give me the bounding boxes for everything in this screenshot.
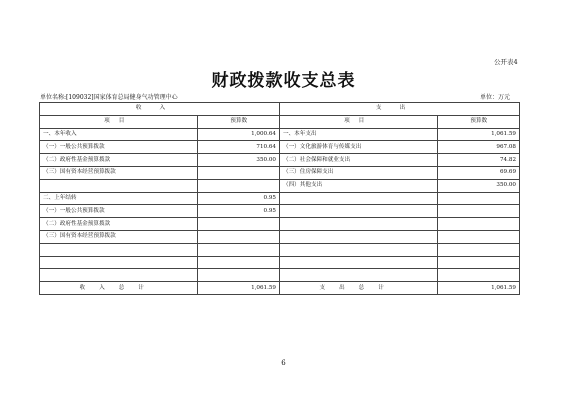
income-amount — [198, 269, 280, 282]
income-amount — [198, 218, 280, 231]
expenditure-item — [279, 192, 437, 205]
income-amount — [198, 243, 280, 256]
section-header-row — [40, 103, 520, 116]
table-row — [40, 128, 520, 141]
expenditure-amount — [438, 218, 520, 231]
table-row — [40, 256, 520, 269]
col-header-item: 项目 — [279, 115, 437, 128]
expenditure-amount — [438, 205, 520, 218]
income-amount — [198, 166, 280, 179]
expenditure-item: （四）其他支出 — [279, 179, 437, 192]
income-amount: 710.64 — [198, 141, 280, 154]
income-item: （二）政府性基金预算拨款 — [40, 218, 198, 231]
table-row — [40, 192, 520, 205]
column-header-row — [40, 115, 520, 128]
expenditure-amount: 69.69 — [438, 166, 520, 179]
expenditure-amount — [438, 230, 520, 243]
income-total-label: 收入总计 — [40, 282, 198, 295]
expenditure-amount — [438, 243, 520, 256]
expenditure-amount — [438, 269, 520, 282]
table-row — [40, 205, 520, 218]
table-row — [40, 243, 520, 256]
income-amount — [198, 230, 280, 243]
income-item: 二、上年结转 — [40, 192, 198, 205]
income-header: 收入 — [40, 103, 280, 116]
totals-row — [40, 282, 520, 295]
expenditure-item: （三）住房保障支出 — [279, 166, 437, 179]
expenditure-amount: 967.08 — [438, 141, 520, 154]
income-item — [40, 256, 198, 269]
income-amount: 350.00 — [198, 154, 280, 167]
income-item — [40, 179, 198, 192]
expenditure-total-label: 支出总计 — [279, 282, 437, 295]
unit-label: 单位：万元 — [480, 94, 511, 101]
expenditure-item: （一）文化旅游体育与传媒支出 — [279, 141, 437, 154]
table-row — [40, 154, 520, 167]
expenditure-amount — [438, 256, 520, 269]
expenditure-amount — [438, 192, 520, 205]
expenditure-total: 1,061.59 — [438, 282, 520, 295]
expenditure-item: （二）社会保障和就业支出 — [279, 154, 437, 167]
income-amount: 0.95 — [198, 205, 280, 218]
page-number: 6 — [281, 359, 286, 367]
income-amount — [198, 256, 280, 269]
expenditure-item: 一、本年支出 — [279, 128, 437, 141]
page-title: 财政拨款收支总表 — [211, 71, 356, 91]
income-item: 一、本年收入 — [40, 128, 198, 141]
income-amount — [198, 179, 280, 192]
income-item — [40, 243, 198, 256]
expenditure-item — [279, 256, 437, 269]
expenditure-amount: 350.00 — [438, 179, 520, 192]
income-total: 1,061.59 — [198, 282, 280, 295]
expenditure-item — [279, 269, 437, 282]
income-item: （三）国有资本经营预算拨款 — [40, 166, 198, 179]
col-header-budget: 预算数 — [198, 115, 280, 128]
budget-table — [39, 102, 520, 295]
table-row — [40, 230, 520, 243]
expenditure-item — [279, 205, 437, 218]
expenditure-amount: 1,061.59 — [438, 128, 520, 141]
expenditure-item — [279, 243, 437, 256]
table-row — [40, 218, 520, 231]
table-row — [40, 269, 520, 282]
income-item: （二）政府性基金预算拨款 — [40, 154, 198, 167]
income-amount: 0.95 — [198, 192, 280, 205]
unit-name: 单位名称:[109032]国家体育总局健身气功管理中心 — [40, 94, 178, 101]
expenditure-item — [279, 230, 437, 243]
expenditure-item — [279, 218, 437, 231]
col-header-item: 项目 — [40, 115, 198, 128]
income-item: （三）国有资本经营预算拨款 — [40, 230, 198, 243]
income-item: （一）一般公共预算拨款 — [40, 141, 198, 154]
income-item — [40, 269, 198, 282]
income-item: （一）一般公共预算拨款 — [40, 205, 198, 218]
table-row — [40, 141, 520, 154]
income-amount: 1,000.64 — [198, 128, 280, 141]
expenditure-amount: 74.82 — [438, 154, 520, 167]
col-header-budget: 预算数 — [438, 115, 520, 128]
form-number: 公开表4 — [494, 58, 518, 66]
table-row — [40, 179, 520, 192]
expenditure-header: 支出 — [279, 103, 519, 116]
table-row — [40, 166, 520, 179]
